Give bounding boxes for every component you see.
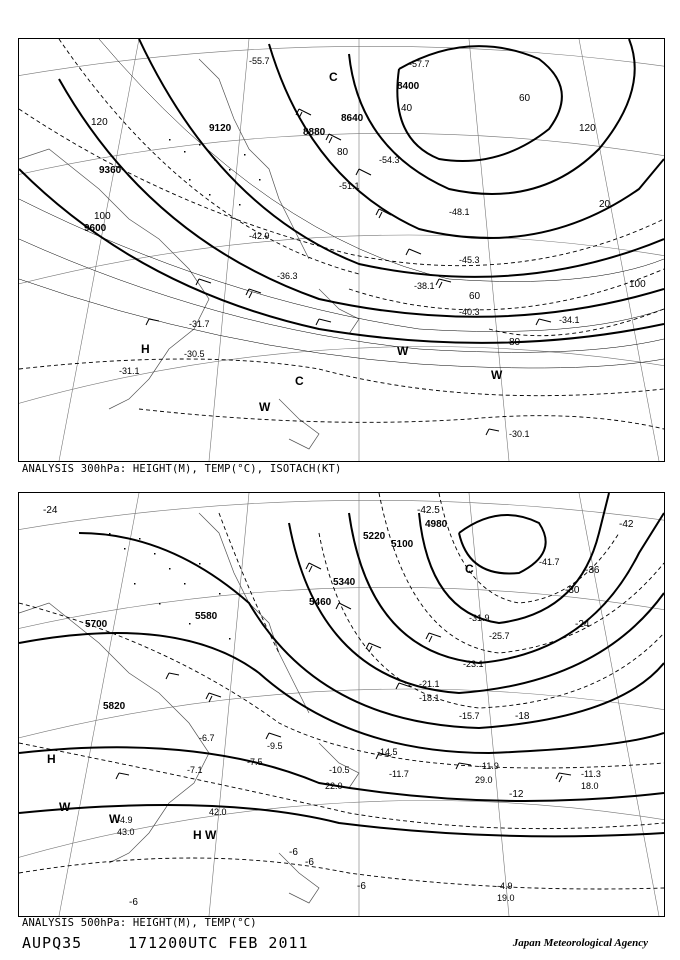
temp-label: -6 xyxy=(357,881,366,892)
temp-label: -42.5 xyxy=(417,505,440,516)
station-value: 43.0 xyxy=(117,827,135,837)
temp-label: -57.7 xyxy=(409,59,430,69)
warm-center: W xyxy=(259,400,271,414)
high-center: H xyxy=(193,828,202,842)
height-label-9360: 9360 xyxy=(99,165,122,176)
isotach-label: 60 xyxy=(519,93,531,104)
temp-label: -48.1 xyxy=(449,207,470,217)
station-value: -25.7 xyxy=(489,631,510,641)
map-300hpa xyxy=(18,38,665,462)
height-label-5220: 5220 xyxy=(363,531,386,542)
temp-label: -40.3 xyxy=(459,307,480,317)
station-value: -4.9 xyxy=(117,815,133,825)
map-500hpa-canvas xyxy=(19,493,664,916)
station-value: 29.0 xyxy=(475,775,493,785)
warm-center: W xyxy=(205,828,217,842)
high-center: H xyxy=(47,752,56,766)
station-value: -11.9 xyxy=(479,761,499,771)
isotach-label: 80 xyxy=(509,337,521,348)
temp-label: -24 xyxy=(575,619,590,630)
cold-center: C xyxy=(295,374,304,388)
temp-label: -54.3 xyxy=(379,155,400,165)
isotach-label: 80 xyxy=(337,147,349,158)
caption-500hpa: ANALYSIS 500hPa: HEIGHT(M), TEMP(°C) xyxy=(22,917,257,929)
stipple-area xyxy=(109,533,231,640)
station-value: -23.1 xyxy=(463,659,484,669)
bulletin-code: AUPQ35 xyxy=(22,934,83,952)
station-value: 22.0 xyxy=(325,781,343,791)
isotach-label: 40 xyxy=(401,103,413,114)
temp-label: -24 xyxy=(43,505,58,516)
temp-label: -55.7 xyxy=(249,56,270,66)
station-value: 42.0 xyxy=(209,807,227,817)
height-label-4980: 4980 xyxy=(425,519,448,530)
station-value: -15.7 xyxy=(459,711,480,721)
analysis-timestamp: 171200UTC FEB 2011 xyxy=(128,934,309,952)
station-value: -14.5 xyxy=(377,747,398,757)
station-value: -7.1 xyxy=(187,765,203,775)
isotachs xyxy=(19,39,664,429)
temp-label: -36.3 xyxy=(277,271,298,281)
graticule xyxy=(19,39,664,461)
temp-label: -6 xyxy=(129,897,138,908)
station-value: -11.3 xyxy=(581,769,601,779)
agency-name: Japan Meteorological Agency xyxy=(512,937,648,949)
station-value: -7.5 xyxy=(247,757,263,767)
warm-center: W xyxy=(397,344,409,358)
wind-barbs xyxy=(116,563,571,782)
station-value: -18.1 xyxy=(419,693,440,703)
station-value: -4.9 xyxy=(497,881,513,891)
high-center: H xyxy=(141,342,150,356)
station-value: 18.0 xyxy=(581,781,599,791)
isotach-label: 120 xyxy=(91,117,108,128)
height-label-5340: 5340 xyxy=(333,577,356,588)
height-labels xyxy=(84,81,420,234)
isotach-label: 100 xyxy=(94,211,111,222)
temp-label: -42 xyxy=(619,519,634,530)
temp-label: -34.1 xyxy=(559,315,580,325)
station-value: 19.0 xyxy=(497,893,515,903)
cold-center: C xyxy=(465,562,474,576)
temp-label: -6 xyxy=(305,857,314,868)
temp-label: -42.9 xyxy=(249,231,270,241)
temp-label: -18 xyxy=(515,711,530,722)
warm-center: W xyxy=(59,800,71,814)
isotach-label: 120 xyxy=(579,123,596,134)
temp-label: -12 xyxy=(509,789,524,800)
height-label-5700: 5700 xyxy=(85,619,108,630)
height-label-8880: 8880 xyxy=(303,127,326,138)
isotach-label: 60 xyxy=(469,291,481,302)
temp-label: -30 xyxy=(565,585,580,596)
isotach-label: 100 xyxy=(629,279,646,290)
pressure-centers xyxy=(141,70,503,414)
height-label-8640: 8640 xyxy=(341,113,364,124)
height-labels xyxy=(85,519,448,712)
station-value: -6.7 xyxy=(199,733,215,743)
station-value: -31.9 xyxy=(469,613,490,623)
map-300hpa-canvas xyxy=(19,39,664,461)
temp-label: -6 xyxy=(289,847,298,858)
warm-center: W xyxy=(491,368,503,382)
temp-label: -31.7 xyxy=(189,319,210,329)
height-label-5580: 5580 xyxy=(195,611,218,622)
temp-label: -45.3 xyxy=(459,255,480,265)
height-label-9600: 9600 xyxy=(84,223,107,234)
temp-label: -38.1 xyxy=(414,281,435,291)
temp-label: -30.5 xyxy=(184,349,205,359)
station-value: -11.7 xyxy=(389,769,409,779)
caption-300hpa: ANALYSIS 300hPa: HEIGHT(M), TEMP(°C), ISOTACH(KT) xyxy=(22,463,342,475)
stipple-area xyxy=(169,139,261,206)
temp-label: -36 xyxy=(585,565,600,576)
height-label-8400: 8400 xyxy=(397,81,420,92)
isotach-labels xyxy=(91,93,646,348)
map-500hpa xyxy=(18,492,665,917)
station-value: -21.1 xyxy=(419,679,440,689)
station-value: -9.5 xyxy=(267,741,283,751)
height-label-5460: 5460 xyxy=(309,597,332,608)
warm-center: W xyxy=(109,812,121,826)
station-value: -41.7 xyxy=(539,557,560,567)
temp-label: -31.1 xyxy=(119,366,140,376)
temp-label: -30.1 xyxy=(509,429,530,439)
isotach-label: 20 xyxy=(599,199,611,210)
isotherms xyxy=(19,493,664,889)
station-value: -10.5 xyxy=(329,765,350,775)
cold-center: C xyxy=(329,70,338,84)
height-label-5820: 5820 xyxy=(103,701,126,712)
temp-label: -51.1 xyxy=(339,181,360,191)
coastline xyxy=(19,59,359,449)
height-label-9120: 9120 xyxy=(209,123,232,134)
height-label-5100: 5100 xyxy=(391,539,414,550)
